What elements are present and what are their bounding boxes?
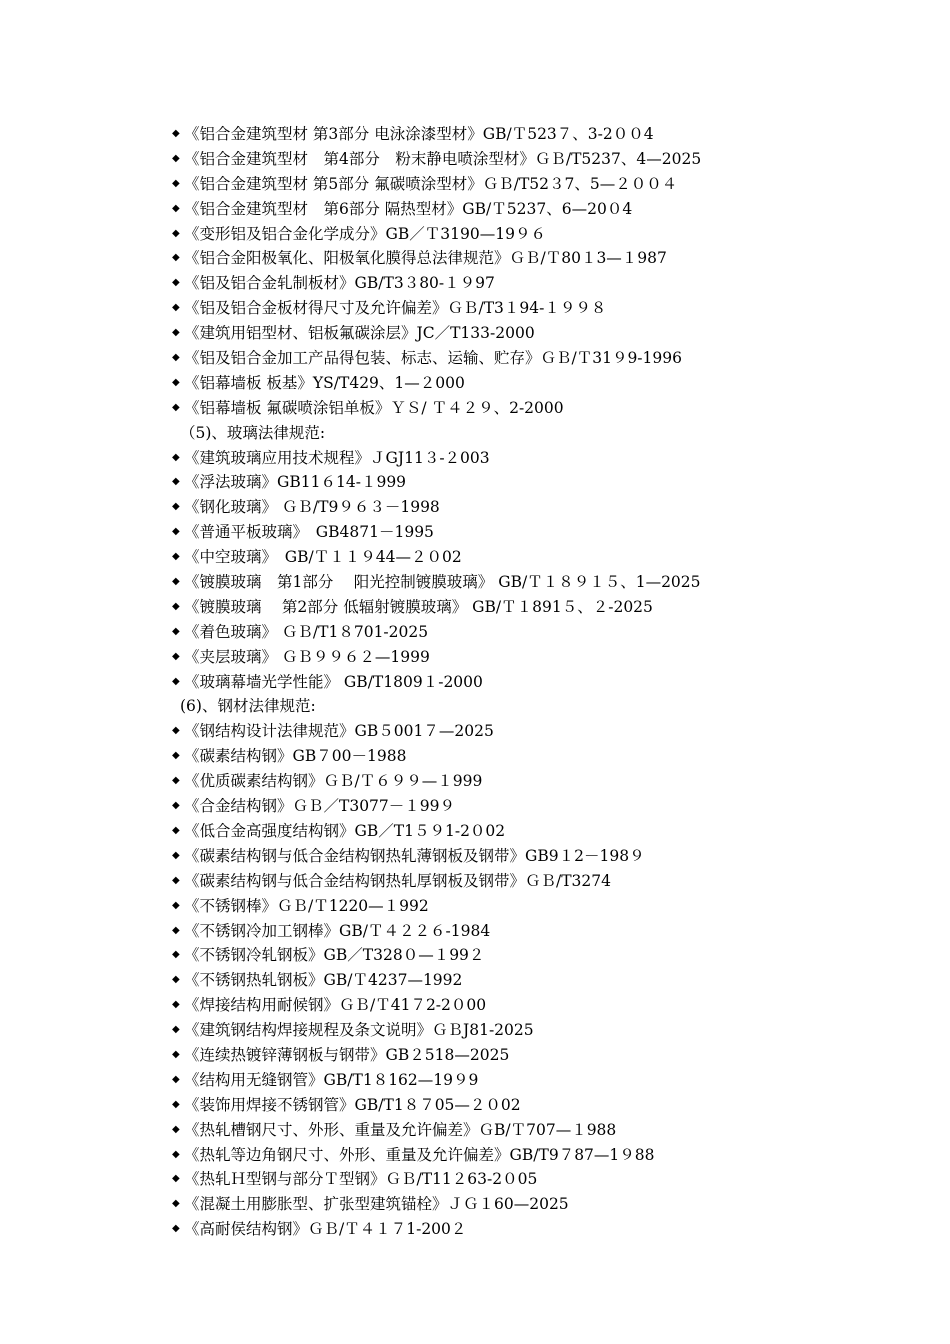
list-item-text: 《连续热镀锌薄钢板与钢带》GB２518—2025 bbox=[184, 1045, 510, 1064]
list-item-text: 《玻璃幕墙光学性能》 GB/T1809１-2000 bbox=[184, 672, 483, 691]
bullet-icon: ◆ bbox=[172, 451, 180, 463]
list-item bbox=[172, 520, 892, 545]
bullet-icon: ◆ bbox=[172, 302, 180, 314]
list-item-text: 《优质碳素结构钢》ＧＢ/Ｔ６９９—１999 bbox=[184, 772, 483, 791]
list-item bbox=[172, 1143, 892, 1168]
list-item bbox=[172, 495, 892, 520]
bullet-icon: ◆ bbox=[172, 725, 180, 737]
bullet-icon: ◆ bbox=[172, 625, 180, 637]
list-item bbox=[172, 819, 892, 844]
section-heading bbox=[172, 694, 892, 719]
list-item-text: 《铝幕墙板 板基》YS/T429、1—２000 bbox=[184, 373, 465, 392]
standards-list bbox=[172, 122, 892, 1242]
list-item-text: 《钢结构设计法律规范》GB５001７—2025 bbox=[184, 722, 494, 741]
bullet-icon: ◆ bbox=[172, 1024, 180, 1036]
list-item-text: 《镀膜玻璃 第1部分 阳光控制镀膜玻璃》 GB/Ｔ１８９１５、1—2025 bbox=[184, 573, 701, 592]
list-item bbox=[172, 222, 892, 247]
list-item bbox=[172, 1217, 892, 1242]
section-heading-text: （5)、玻璃法律规范: bbox=[180, 423, 326, 442]
list-item bbox=[172, 645, 892, 670]
bullet-icon: ◆ bbox=[172, 650, 180, 662]
bullet-icon: ◆ bbox=[172, 924, 180, 936]
list-item-text: 《建筑玻璃应用技术规程》ＪGJ11３-２003 bbox=[184, 448, 490, 467]
list-item-text: 《热轧Ｈ型钢与部分Ｔ型钢》ＧＢ/T11２63-2０05 bbox=[184, 1170, 538, 1189]
list-item bbox=[172, 246, 892, 271]
list-item-text: 《夹层玻璃》 ＧＢ９９６２—1999 bbox=[184, 647, 430, 666]
bullet-icon: ◆ bbox=[172, 252, 180, 264]
list-item bbox=[172, 371, 892, 396]
list-item bbox=[172, 844, 892, 869]
list-item bbox=[172, 197, 892, 222]
bullet-icon: ◆ bbox=[172, 1073, 180, 1085]
list-item-text: 《不锈钢棒》ＧＢ/Ｔ1220—１992 bbox=[184, 896, 429, 915]
bullet-icon: ◆ bbox=[172, 800, 180, 812]
list-item-text: 《变形铝及铝合金化学成分》GB／Ｔ3190—19９６ bbox=[184, 224, 546, 243]
list-item bbox=[172, 1043, 892, 1068]
bullet-icon: ◆ bbox=[172, 476, 180, 488]
bullet-icon: ◆ bbox=[172, 974, 180, 986]
list-item bbox=[172, 919, 892, 944]
list-item bbox=[172, 1167, 892, 1192]
list-item-text: 《铝合金建筑型材 第6部分 隔热型材》GB/Ｔ5237、6—20０4 bbox=[184, 199, 633, 218]
bullet-icon: ◆ bbox=[172, 128, 180, 139]
list-item-text: 《建筑钢结构焊接规程及条文说明》ＧＢJ81-2025 bbox=[184, 1021, 534, 1040]
list-item bbox=[172, 271, 892, 296]
list-item bbox=[172, 172, 892, 197]
list-item-text: 《热轧等边角钢尺寸、外形、重量及允许偏差》GB/T9７87—1９88 bbox=[184, 1145, 655, 1164]
list-item bbox=[172, 968, 892, 993]
list-item-text: 《着色玻璃》 ＧＢ/T1８701-2025 bbox=[184, 622, 429, 641]
list-item-text: 《高耐侯结构钢》ＧＢ/Ｔ４１７1-200２ bbox=[184, 1220, 467, 1239]
list-item bbox=[172, 147, 892, 172]
bullet-icon: ◆ bbox=[172, 1123, 180, 1135]
list-item bbox=[172, 670, 892, 695]
bullet-icon: ◆ bbox=[172, 675, 180, 687]
list-item-text: 《混凝土用膨胀型、扩张型建筑锚栓》ＪＧ１60—2025 bbox=[184, 1195, 569, 1214]
bullet-icon: ◆ bbox=[172, 874, 180, 886]
list-item bbox=[172, 1018, 892, 1043]
bullet-icon: ◆ bbox=[172, 401, 180, 413]
bullet-icon: ◆ bbox=[172, 352, 180, 364]
list-item-text: 《焊接结构用耐候钢》ＧＢ/Ｔ41７2-2０00 bbox=[184, 996, 487, 1015]
list-item bbox=[172, 869, 892, 894]
list-item-text: 《铝及铝合金加工产品得包装、标志、运输、贮存》ＧＢ/Ｔ31９9-1996 bbox=[184, 349, 682, 368]
bullet-icon: ◆ bbox=[172, 152, 180, 164]
list-item-text: 《中空玻璃》 GB/Ｔ１１９44—２０02 bbox=[184, 548, 462, 567]
list-item bbox=[172, 620, 892, 645]
bullet-icon: ◆ bbox=[172, 824, 180, 836]
list-item-text: 《结构用无缝钢管》GB/T1８162—19９9 bbox=[184, 1070, 479, 1089]
list-item bbox=[172, 894, 892, 919]
list-item-text: 《铝及铝合金板材得尺寸及允许偏差》ＧＢ/T3１94-１９９８ bbox=[184, 299, 607, 318]
list-item-text: 《碳素结构钢与低合金结构钢热轧薄钢板及钢带》GB9１2－198９ bbox=[184, 846, 645, 865]
bullet-icon: ◆ bbox=[172, 1223, 180, 1235]
bullet-icon: ◆ bbox=[172, 376, 180, 388]
section-heading bbox=[172, 421, 892, 446]
list-item bbox=[172, 296, 892, 321]
list-item-text: 《浮法玻璃》GB11６14-１999 bbox=[184, 473, 407, 492]
list-item-text: 《钢化玻璃》 ＧＢ/T9９６３－1998 bbox=[184, 498, 440, 517]
section-heading-text: (6)、钢材法律规范: bbox=[180, 697, 316, 716]
bullet-icon: ◆ bbox=[172, 849, 180, 861]
bullet-icon: ◆ bbox=[172, 1148, 180, 1160]
list-item-text: 《热轧槽钢尺寸、外形、重量及允许偏差》ＧB/Ｔ707—１988 bbox=[184, 1120, 617, 1139]
list-item-text: 《普通平板玻璃》 GB4871－1995 bbox=[184, 523, 434, 542]
bullet-icon: ◆ bbox=[172, 202, 180, 214]
list-item-text: 《不锈钢冷加工钢棒》GB/Ｔ４２２６-1984 bbox=[184, 921, 491, 940]
list-item bbox=[172, 1093, 892, 1118]
list-item bbox=[172, 545, 892, 570]
list-item-text: 《铝合金建筑型材 第5部分 氟碳喷涂型材》ＧＢ/T52３7、5—２００４ bbox=[184, 174, 678, 193]
bullet-icon: ◆ bbox=[172, 327, 180, 339]
list-item-text: 《镀膜玻璃 第2部分 低辐射镀膜玻璃》 GB/Ｔ１891５、２-2025 bbox=[184, 597, 653, 616]
list-item-text: 《装饰用焊接不锈钢管》GB/T1８７05—２０02 bbox=[184, 1095, 521, 1114]
bullet-icon: ◆ bbox=[172, 999, 180, 1011]
list-item bbox=[172, 719, 892, 744]
list-item bbox=[172, 1118, 892, 1143]
list-item-text: 《建筑用铝型材、铝板氟碳涂层》JC／T133-2000 bbox=[184, 324, 535, 343]
list-item-text: 《铝幕墙板 氟碳喷涂铝单板》ＹＳ/ Ｔ４２９、2-2000 bbox=[184, 398, 564, 417]
list-item bbox=[172, 943, 892, 968]
bullet-icon: ◆ bbox=[172, 949, 180, 961]
bullet-icon: ◆ bbox=[172, 1048, 180, 1060]
list-item bbox=[172, 794, 892, 819]
list-item bbox=[172, 1192, 892, 1217]
bullet-icon: ◆ bbox=[172, 277, 180, 289]
list-item bbox=[172, 321, 892, 346]
list-item-text: 《碳素结构钢》GB７00－1988 bbox=[184, 747, 407, 766]
list-item bbox=[172, 769, 892, 794]
list-item bbox=[172, 993, 892, 1018]
list-item bbox=[172, 396, 892, 421]
list-item bbox=[172, 122, 892, 147]
bullet-icon: ◆ bbox=[172, 227, 180, 239]
bullet-icon: ◆ bbox=[172, 1173, 180, 1185]
list-item bbox=[172, 470, 892, 495]
list-item-text: 《不锈钢热轧钢板》GB/Ｔ4237—1992 bbox=[184, 971, 463, 990]
list-item-text: 《铝合金建筑型材 第3部分 电泳涂漆型材》GB/Ｔ523７、3-2００4 bbox=[184, 125, 654, 143]
list-item bbox=[172, 595, 892, 620]
list-item bbox=[172, 346, 892, 371]
bullet-icon: ◆ bbox=[172, 526, 180, 538]
list-item-text: 《铝及铝合金轧制板材》GB/T3３80-１９97 bbox=[184, 274, 495, 293]
bullet-icon: ◆ bbox=[172, 177, 180, 189]
bullet-icon: ◆ bbox=[172, 775, 180, 787]
list-item bbox=[172, 1068, 892, 1093]
list-item-text: 《不锈钢冷轧钢板》GB／T328０—１99２ bbox=[184, 946, 485, 965]
bullet-icon: ◆ bbox=[172, 576, 180, 588]
list-item-text: 《合金结构钢》ＧＢ／T3077－１99９ bbox=[184, 797, 456, 816]
list-item bbox=[172, 446, 892, 471]
list-item-text: 《低合金高强度结构钢》GB／T1５９1-2０02 bbox=[184, 821, 506, 840]
list-item bbox=[172, 744, 892, 769]
bullet-icon: ◆ bbox=[172, 600, 180, 612]
list-item-text: 《铝合金阳极氧化、阳极氧化膜得总法律规范》ＧＢ/Ｔ80１3—１987 bbox=[184, 249, 667, 268]
bullet-icon: ◆ bbox=[172, 750, 180, 762]
bullet-icon: ◆ bbox=[172, 899, 180, 911]
bullet-icon: ◆ bbox=[172, 501, 180, 513]
bullet-icon: ◆ bbox=[172, 1198, 180, 1210]
list-item-text: 《碳素结构钢与低合金结构钢热轧厚钢板及钢带》ＧＢ/T3274 bbox=[184, 871, 612, 890]
bullet-icon: ◆ bbox=[172, 1098, 180, 1110]
list-item bbox=[172, 570, 892, 595]
bullet-icon: ◆ bbox=[172, 551, 180, 563]
list-item-text: 《铝合金建筑型材 第4部分 粉末静电喷涂型材》ＧＢ/T5237、4—2025 bbox=[184, 149, 702, 168]
